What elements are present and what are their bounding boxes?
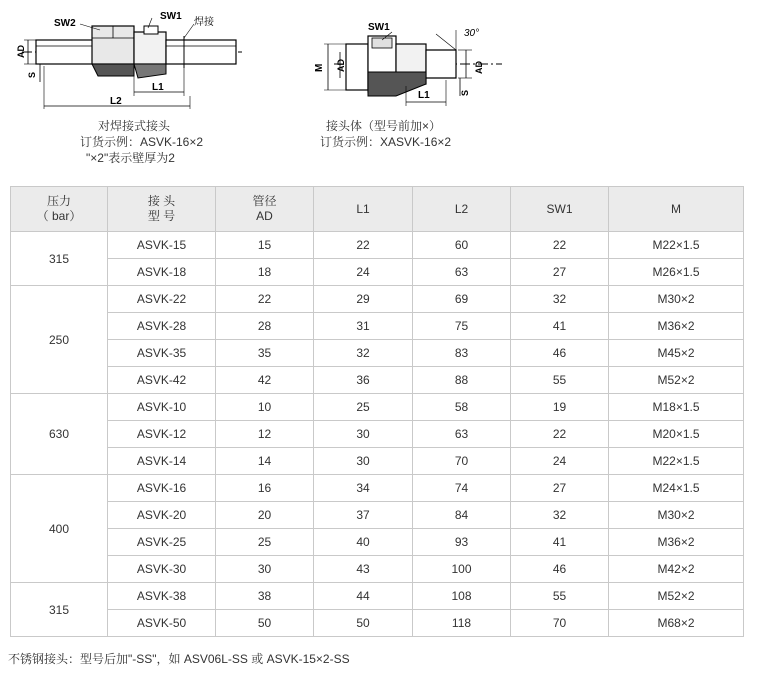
table-row	[11, 340, 744, 367]
label-weld: 焊接	[194, 17, 214, 28]
l2-cell: 74	[413, 475, 511, 502]
model-cell: ASVK-38	[108, 583, 216, 610]
label-ad-left: AD	[336, 59, 346, 72]
caption-left	[80, 118, 204, 166]
ad-cell: 12	[216, 421, 314, 448]
ad-cell: 20	[216, 502, 314, 529]
l2-cell: 63	[413, 421, 511, 448]
ad-cell: 42	[216, 367, 314, 394]
model-cell: ASVK-12	[108, 421, 216, 448]
l1-cell: 22	[314, 232, 413, 259]
label-ad: AD	[16, 45, 26, 58]
l2-cell: 60	[413, 232, 511, 259]
model-cell: ASVK-42	[108, 367, 216, 394]
l1-cell: 40	[314, 529, 413, 556]
model-cell: ASVK-25	[108, 529, 216, 556]
table-row	[11, 421, 744, 448]
l2-cell: 63	[413, 259, 511, 286]
model-cell: ASVK-30	[108, 556, 216, 583]
m-cell: M22×1.5	[609, 448, 744, 475]
l2-cell: 58	[413, 394, 511, 421]
sw1-cell: 32	[511, 286, 609, 313]
label-l1: L1	[152, 82, 164, 93]
l1-cell: 31	[314, 313, 413, 340]
m-cell: M52×2	[609, 367, 744, 394]
table-row	[11, 583, 744, 610]
model-cell: ASVK-35	[108, 340, 216, 367]
header-sw1: SW1	[511, 187, 609, 232]
table-header-row	[11, 187, 744, 232]
ad-cell: 28	[216, 313, 314, 340]
sw1-cell: 22	[511, 421, 609, 448]
ad-cell: 38	[216, 583, 314, 610]
label-m: M	[314, 63, 325, 72]
fitting-body-diagram	[306, 16, 506, 112]
table-row	[11, 556, 744, 583]
sw1-cell: 55	[511, 583, 609, 610]
pressure-cell: 250	[11, 286, 108, 394]
l2-cell: 83	[413, 340, 511, 367]
table-row	[11, 286, 744, 313]
l1-cell: 32	[314, 340, 413, 367]
l2-cell: 75	[413, 313, 511, 340]
ad-cell: 16	[216, 475, 314, 502]
spec-table	[10, 186, 744, 637]
header-m: M	[609, 187, 744, 232]
sw1-cell: 70	[511, 610, 609, 637]
table-row	[11, 259, 744, 286]
table-row	[11, 448, 744, 475]
model-cell: ASVK-18	[108, 259, 216, 286]
l1-cell: 34	[314, 475, 413, 502]
table-row	[11, 232, 744, 259]
l2-cell: 108	[413, 583, 511, 610]
l2-cell: 84	[413, 502, 511, 529]
pressure-cell: 315	[11, 232, 108, 286]
m-cell: M68×2	[609, 610, 744, 637]
header-model: 接 头 型 号	[108, 187, 216, 232]
label-sw1-right: SW1	[368, 22, 390, 33]
label-sw1: SW1	[160, 11, 182, 22]
l1-cell: 50	[314, 610, 413, 637]
m-cell: M42×2	[609, 556, 744, 583]
pressure-cell: 315	[11, 583, 108, 637]
ad-cell: 10	[216, 394, 314, 421]
l1-cell: 29	[314, 286, 413, 313]
model-cell: ASVK-14	[108, 448, 216, 475]
m-cell: M36×2	[609, 313, 744, 340]
header-l2: L2	[413, 187, 511, 232]
header-ad: 管径 AD	[216, 187, 314, 232]
l2-cell: 69	[413, 286, 511, 313]
header-l1: L1	[314, 187, 413, 232]
table-row	[11, 475, 744, 502]
ad-cell: 30	[216, 556, 314, 583]
sw1-cell: 41	[511, 529, 609, 556]
m-cell: M18×1.5	[609, 394, 744, 421]
table-row	[11, 529, 744, 556]
pressure-cell: 630	[11, 394, 108, 475]
table-row	[11, 610, 744, 637]
label-l1-right: L1	[418, 90, 430, 101]
butt-weld-fitting-diagram	[14, 6, 244, 110]
model-cell: ASVK-50	[108, 610, 216, 637]
label-ad-right: AD	[474, 61, 484, 74]
l2-cell: 70	[413, 448, 511, 475]
m-cell: M24×1.5	[609, 475, 744, 502]
l1-cell: 44	[314, 583, 413, 610]
m-cell: M22×1.5	[609, 232, 744, 259]
ad-cell: 50	[216, 610, 314, 637]
m-cell: M45×2	[609, 340, 744, 367]
ad-cell: 35	[216, 340, 314, 367]
sw1-cell: 32	[511, 502, 609, 529]
m-cell: M52×2	[609, 583, 744, 610]
ad-cell: 22	[216, 286, 314, 313]
l1-cell: 30	[314, 448, 413, 475]
footnote: 不锈钢接头：型号后加"-SS"，如 ASV06L-SS 或 ASVK-15×2-SS	[8, 652, 350, 666]
sw1-cell: 19	[511, 394, 609, 421]
label-s-right: S	[460, 89, 470, 96]
label-s: S	[27, 71, 37, 78]
table-body	[11, 232, 744, 637]
model-cell: ASVK-10	[108, 394, 216, 421]
model-cell: ASVK-20	[108, 502, 216, 529]
table-row	[11, 502, 744, 529]
sw1-cell: 46	[511, 556, 609, 583]
table-row	[11, 394, 744, 421]
caption-right	[320, 118, 451, 150]
l2-cell: 100	[413, 556, 511, 583]
l1-cell: 24	[314, 259, 413, 286]
l1-cell: 43	[314, 556, 413, 583]
ad-cell: 25	[216, 529, 314, 556]
model-cell: ASVK-15	[108, 232, 216, 259]
l1-cell: 25	[314, 394, 413, 421]
label-angle: 30°	[464, 28, 480, 39]
ad-cell: 18	[216, 259, 314, 286]
sw1-cell: 27	[511, 259, 609, 286]
m-cell: M26×1.5	[609, 259, 744, 286]
l1-cell: 30	[314, 421, 413, 448]
model-cell: ASVK-16	[108, 475, 216, 502]
caption-left-order-example: 订货示例：ASVK-16×2	[80, 135, 204, 149]
table-row	[11, 367, 744, 394]
sw1-cell: 41	[511, 313, 609, 340]
model-cell: ASVK-22	[108, 286, 216, 313]
label-l2: L2	[110, 96, 122, 107]
sw1-cell: 27	[511, 475, 609, 502]
sw1-cell: 46	[511, 340, 609, 367]
model-cell: ASVK-28	[108, 313, 216, 340]
m-cell: M30×2	[609, 286, 744, 313]
caption-left-note: "×2"表示壁厚为2	[86, 151, 175, 165]
l2-cell: 118	[413, 610, 511, 637]
l1-cell: 36	[314, 367, 413, 394]
ad-cell: 15	[216, 232, 314, 259]
sw1-cell: 24	[511, 448, 609, 475]
caption-right-order-example: 订货示例：XASVK-16×2	[320, 135, 452, 149]
l1-cell: 37	[314, 502, 413, 529]
sw1-cell: 55	[511, 367, 609, 394]
ad-cell: 14	[216, 448, 314, 475]
m-cell: M36×2	[609, 529, 744, 556]
caption-left-title: 对焊接式接头	[98, 119, 171, 133]
caption-right-title: 接头体（型号前加×）	[326, 119, 442, 133]
table-row	[11, 313, 744, 340]
pressure-cell: 400	[11, 475, 108, 583]
header-pressure: 压力 （ bar）	[11, 187, 108, 232]
m-cell: M30×2	[609, 502, 744, 529]
l2-cell: 93	[413, 529, 511, 556]
m-cell: M20×1.5	[609, 421, 744, 448]
label-sw2: SW2	[54, 18, 76, 29]
sw1-cell: 22	[511, 232, 609, 259]
l2-cell: 88	[413, 367, 511, 394]
